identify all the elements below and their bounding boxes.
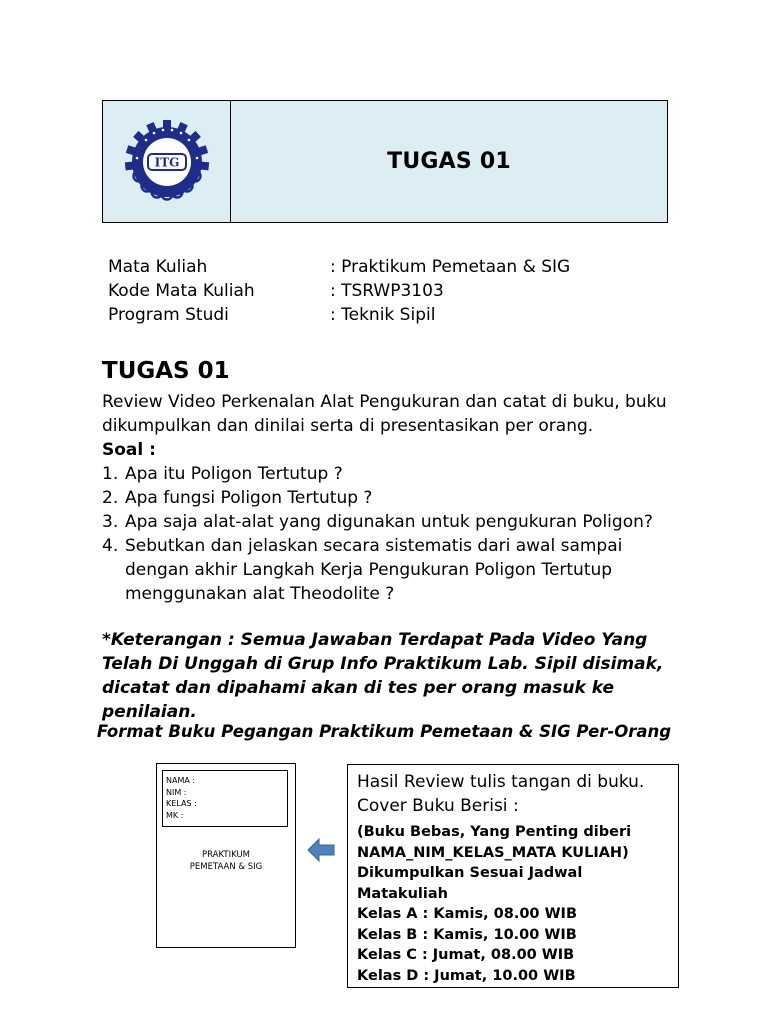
cover-field-nim: NIM :: [166, 787, 187, 797]
header-box: [102, 100, 668, 223]
note-text: *Keterangan : Semua Jawaban Terdapat Pada Video Yang Telah Di Unggah di Grup Info Praktikum Lab. Sipil disimak, dicatat dan dipahami akan di tes per orang masuk ke penilaian.: [102, 630, 664, 722]
info-value: : Teknik Sipil: [330, 305, 436, 325]
info-label: Program Studi: [108, 305, 229, 325]
question-item: [102, 534, 682, 606]
assignment-body: [102, 390, 682, 606]
question-number: 4.: [102, 536, 119, 556]
soal-label: Soal :: [102, 440, 156, 460]
cover-subject-line: PRAKTIKUM: [201, 850, 251, 860]
review-instructions-box: [347, 764, 679, 988]
question-item: [102, 462, 682, 486]
question-text: Sebutkan dan jelaskan secara sistematis dari awal sampai dengan akhir Langkah Kerja Pengukuran Poligon Tertutup menggunakan alat Theodolite ?: [125, 536, 623, 604]
question-number: 1.: [102, 464, 119, 484]
question-item: [102, 486, 682, 510]
assignment-intro: Review Video Perkenalan Alat Pengukuran dan catat di buku, buku dikumpulkan dan dinilai serta di presentasikan per orang.: [102, 392, 667, 436]
schedule-item: Kelas D : Jumat, 10.00 WIB: [357, 967, 576, 984]
review-note: Dikumpulkan Sesuai Jadwal Matakuliah: [357, 865, 583, 902]
review-note: (Buku Bebas, Yang Penting diberi NAMA_NIM_KELAS_MATA KULIAH): [357, 824, 632, 861]
info-value: : Praktikum Pemetaan & SIG: [330, 257, 571, 277]
question-text: Apa itu Poligon Tertutup ?: [125, 464, 343, 484]
question-number: 3.: [102, 512, 119, 532]
info-label: Kode Mata Kuliah: [108, 281, 255, 301]
book-cover-mockup: [156, 763, 296, 948]
cover-field-course: MK :: [166, 810, 184, 820]
review-line: Hasil Review tulis tangan di buku.: [357, 772, 645, 792]
itg-logo: [119, 120, 215, 204]
cover-field-name: NAMA :: [166, 776, 196, 785]
schedule-item: Kelas B : Kamis, 10.00 WIB: [357, 926, 577, 943]
review-line: Cover Buku Berisi :: [357, 796, 519, 816]
question-item: [102, 510, 682, 534]
cover-field-class: KELAS :: [166, 799, 197, 808]
question-text: Apa saja alat-alat yang digunakan untuk pengukuran Poligon?: [125, 512, 653, 532]
cover-subject: [157, 850, 295, 873]
cover-fields-box: [162, 770, 288, 827]
logo-cell: [103, 101, 231, 222]
course-info: [108, 255, 570, 327]
info-value: : TSRWP3103: [330, 281, 444, 301]
schedule-item: Kelas C : Jumat, 08.00 WIB: [357, 947, 575, 963]
title-cell: [231, 101, 667, 222]
info-row-code: [108, 279, 570, 303]
header-title: TUGAS 01: [387, 149, 511, 174]
assignment-title: TUGAS 01: [102, 358, 230, 384]
info-label: Mata Kuliah: [108, 257, 208, 277]
format-title: Format Buku Pegangan Praktikum Pemetaan & SIG Per-Orang: [96, 722, 672, 741]
arrow-left-icon: [307, 838, 335, 862]
schedule-item: Kelas A : Kamis, 08.00 WIB: [357, 906, 578, 922]
info-row-program: [108, 303, 570, 327]
logo-text: ITG: [154, 155, 179, 169]
cover-subject-line: PEMETAAN & SIG: [189, 861, 263, 872]
info-row-course: [108, 255, 570, 279]
question-list: [102, 462, 682, 606]
question-text: Apa fungsi Poligon Tertutup ?: [125, 488, 373, 508]
question-number: 2.: [102, 488, 119, 508]
